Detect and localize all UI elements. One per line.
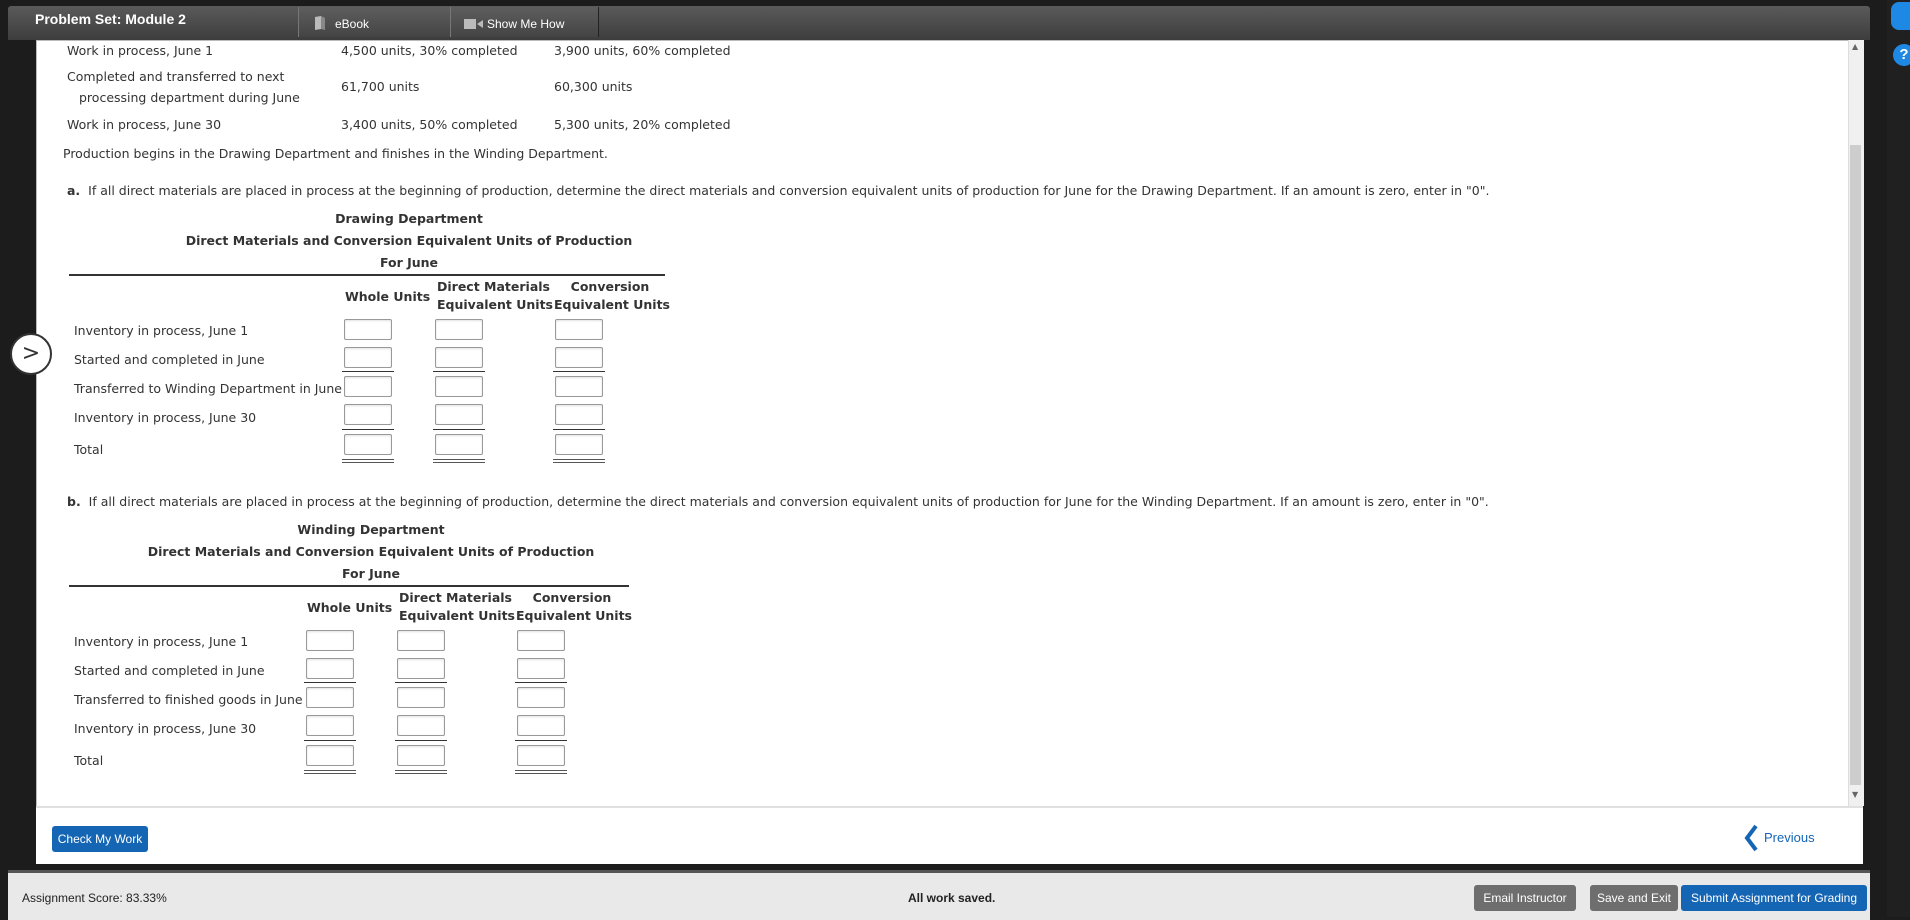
part-b-col-dm-1: Direct Materials — [399, 590, 512, 605]
part-b-inventory-june30-dm-input[interactable] — [397, 715, 445, 736]
double-underline — [515, 770, 567, 774]
double-underline — [342, 459, 394, 463]
part-a-col-conv-1: Conversion — [570, 279, 650, 294]
double-underline — [304, 770, 356, 774]
submit-assignment-button[interactable]: Submit Assignment for Grading — [1681, 885, 1867, 911]
scroll-down-arrow-icon[interactable]: ▼ — [1852, 790, 1859, 799]
part-a-col-whole: Whole Units — [345, 289, 431, 304]
info-row-label: Completed and transferred to next — [67, 69, 285, 84]
part-a-transferred-whole-input[interactable] — [344, 376, 392, 397]
scroll-up-arrow-icon[interactable]: ▲ — [1852, 42, 1859, 51]
part-a-inventory-june1-conv-input[interactable] — [555, 319, 603, 340]
underline — [395, 682, 447, 683]
part-b-inventory-june30-whole-input[interactable] — [306, 715, 354, 736]
underline — [304, 682, 356, 683]
part-b-heading-title: Direct Materials and Conversion Equivalent Units of Production — [147, 544, 595, 559]
double-underline — [395, 770, 447, 774]
underline — [515, 682, 567, 683]
part-b-row-label: Inventory in process, June 30 — [74, 721, 257, 736]
part-b-letter: b. — [67, 494, 81, 509]
part-b-inventory-june30-conv-input[interactable] — [517, 715, 565, 736]
info-row-label: Work in process, June 30 — [67, 117, 222, 132]
info-row-winding: 5,300 units, 20% completed — [554, 117, 731, 132]
part-b-question-text: If all direct materials are placed in process at the beginning of production, determine the direct materials and conversion equivalent units of production for June for the Winding Department. If an amount is zero, enter in "0". — [88, 494, 1489, 509]
part-b-col-conv-1: Conversion — [532, 590, 612, 605]
part-a-started-completed-conv-input[interactable] — [555, 347, 603, 368]
part-a-heading-period: For June — [379, 255, 439, 270]
part-b-inventory-june1-conv-input[interactable] — [517, 630, 565, 651]
double-underline — [433, 459, 485, 463]
info-row-label: Work in process, June 1 — [67, 43, 214, 58]
scrollbar-thumb[interactable] — [1850, 145, 1861, 785]
action-bar — [36, 806, 1863, 864]
part-b-col-conv-2: Equivalent Units — [516, 608, 632, 623]
underline — [342, 429, 394, 430]
part-a-row-label: Inventory in process, June 30 — [74, 410, 257, 425]
underline — [553, 371, 605, 372]
chevron-left-icon — [1743, 824, 1759, 856]
part-a-inventory-june30-conv-input[interactable] — [555, 404, 603, 425]
info-row-winding: 60,300 units — [554, 79, 633, 94]
part-a-question — [67, 183, 1489, 198]
part-a-row-label: Transferred to Winding Department in June — [74, 381, 342, 396]
double-underline — [553, 459, 605, 463]
part-a-transferred-conv-input[interactable] — [555, 376, 603, 397]
part-b-question — [67, 494, 1489, 509]
part-a-total-whole-input[interactable] — [344, 434, 392, 455]
part-a-started-completed-whole-input[interactable] — [344, 347, 392, 368]
underline — [515, 740, 567, 741]
assignment-score: Assignment Score: 83.33% — [22, 891, 167, 905]
part-a-transferred-dm-input[interactable] — [435, 376, 483, 397]
part-a-row-label: Total — [74, 442, 104, 457]
underline — [553, 429, 605, 430]
underline — [433, 429, 485, 430]
part-a-inventory-june1-dm-input[interactable] — [435, 319, 483, 340]
info-row-drawing: 3,400 units, 50% completed — [341, 117, 518, 132]
problem-content — [36, 40, 1850, 808]
right-edge-panel — [1887, 0, 1910, 917]
info-row-drawing: 4,500 units, 30% completed — [341, 43, 518, 58]
info-row-label-continued: processing department during June — [79, 90, 300, 105]
part-b-started-completed-dm-input[interactable] — [397, 658, 445, 679]
part-b-col-whole: Whole Units — [307, 600, 393, 615]
help-icon[interactable]: ? — [1893, 44, 1910, 66]
part-a-total-conv-input[interactable] — [555, 434, 603, 455]
part-b-started-completed-conv-input[interactable] — [517, 658, 565, 679]
top-bar — [8, 6, 1870, 40]
ebook-tab[interactable] — [298, 7, 451, 37]
part-b-row-label: Started and completed in June — [74, 663, 265, 678]
chat-icon[interactable] — [1891, 2, 1910, 30]
part-b-inventory-june1-dm-input[interactable] — [397, 630, 445, 651]
video-icon — [464, 18, 484, 33]
part-a-inventory-june30-whole-input[interactable] — [344, 404, 392, 425]
part-a-question-text: If all direct materials are placed in process at the beginning of production, determine the direct materials and conversion equivalent units of production for June for the Drawing Department. If an amount is zero, enter in "0". — [88, 183, 1490, 198]
part-b-row-label: Total — [74, 753, 104, 768]
part-b-inventory-june1-whole-input[interactable] — [306, 630, 354, 651]
production-note: Production begins in the Drawing Department and finishes in the Winding Department. — [63, 146, 608, 161]
part-a-total-dm-input[interactable] — [435, 434, 483, 455]
assignment-title: Problem Set: Module 2 — [35, 11, 186, 27]
part-b-heading-dept: Winding Department — [297, 522, 445, 537]
underline — [342, 371, 394, 372]
part-a-heading-dept: Drawing Department — [335, 211, 483, 226]
part-a-started-completed-dm-input[interactable] — [435, 347, 483, 368]
part-a-row-label: Started and completed in June — [74, 352, 265, 367]
part-b-total-conv-input[interactable] — [517, 745, 565, 766]
part-b-col-dm-2: Equivalent Units — [399, 608, 515, 623]
underline — [433, 371, 485, 372]
part-a-col-conv-2: Equivalent Units — [554, 297, 670, 312]
part-b-heading-period: For June — [341, 566, 401, 581]
part-a-inventory-june1-whole-input[interactable] — [344, 319, 392, 340]
save-status: All work saved. — [908, 891, 996, 905]
underline — [304, 740, 356, 741]
part-b-row-label: Inventory in process, June 1 — [74, 634, 249, 649]
part-b-total-dm-input[interactable] — [397, 745, 445, 766]
part-a-heading-title: Direct Materials and Conversion Equivalent Units of Production — [185, 233, 633, 248]
part-a-header-rule — [69, 274, 665, 276]
part-a-col-dm-1: Direct Materials — [437, 279, 550, 294]
info-row-winding: 3,900 units, 60% completed — [554, 43, 731, 58]
save-and-exit-button[interactable]: Save and Exit — [1590, 885, 1678, 911]
expand-nav-chevron-icon[interactable]: > — [10, 333, 52, 375]
check-my-work-button[interactable]: Check My Work — [52, 826, 148, 852]
part-b-total-whole-input[interactable] — [306, 745, 354, 766]
part-b-header-rule — [69, 585, 629, 587]
part-a-row-label: Inventory in process, June 1 — [74, 323, 249, 338]
part-a-inventory-june30-dm-input[interactable] — [435, 404, 483, 425]
part-b-row-label: Transferred to finished goods in June — [74, 692, 303, 707]
part-a-letter: a. — [67, 183, 81, 198]
part-b-started-completed-whole-input[interactable] — [306, 658, 354, 679]
part-b-transferred-whole-input[interactable] — [306, 687, 354, 708]
footer-bar — [8, 870, 1870, 920]
ebook-label: eBook — [335, 17, 370, 31]
info-row-drawing: 61,700 units — [341, 79, 420, 94]
show-me-how-tab[interactable] — [450, 7, 599, 37]
part-b-transferred-conv-input[interactable] — [517, 687, 565, 708]
book-icon — [313, 15, 327, 34]
show-me-how-label: Show Me How — [487, 17, 565, 31]
part-a-col-dm-2: Equivalent Units — [437, 297, 553, 312]
email-instructor-button[interactable]: Email Instructor — [1474, 885, 1576, 911]
previous-label: Previous — [1764, 830, 1815, 845]
part-b-transferred-dm-input[interactable] — [397, 687, 445, 708]
underline — [395, 740, 447, 741]
